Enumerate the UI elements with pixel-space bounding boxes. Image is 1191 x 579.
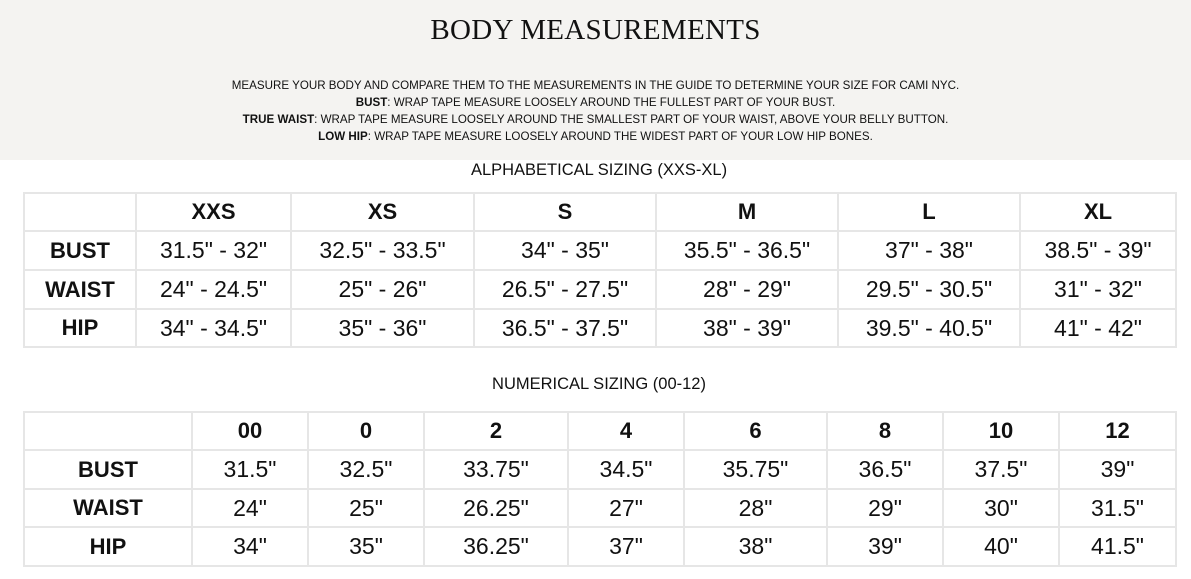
column-header: 0 xyxy=(308,412,424,450)
instruction-label: TRUE WAIST xyxy=(242,113,315,126)
column-header: XL xyxy=(1020,193,1176,231)
header-banner xyxy=(0,0,1191,160)
alphabetical-sizing-title: ALPHABETICAL SIZING (XXS-XL) xyxy=(470,161,728,179)
instruction-waist xyxy=(0,111,1191,128)
column-header: 8 xyxy=(827,412,943,450)
row-label: BUST xyxy=(24,231,136,270)
table-cell: 25" - 26" xyxy=(291,270,474,309)
table-header-row xyxy=(24,412,1176,450)
page-title: BODY MEASUREMENTS xyxy=(430,14,761,46)
column-header: 4 xyxy=(568,412,684,450)
column-header: 00 xyxy=(192,412,308,450)
row-label: BUST xyxy=(24,450,192,489)
table-row xyxy=(24,450,1176,489)
table-cell: 27" xyxy=(568,489,684,527)
table-cell: 30" xyxy=(943,489,1059,527)
column-header: 12 xyxy=(1059,412,1176,450)
table-row xyxy=(24,270,1176,309)
table-cell: 41" - 42" xyxy=(1020,309,1176,347)
table-cell: 35" - 36" xyxy=(291,309,474,347)
table-cell: 39" xyxy=(827,527,943,566)
column-header: L xyxy=(838,193,1020,231)
table-cell: 35.75" xyxy=(684,450,827,489)
table-cell: 37" xyxy=(568,527,684,566)
row-label: WAIST xyxy=(24,270,136,309)
table-cell: 39.5" - 40.5" xyxy=(838,309,1020,347)
table-cell: 37" - 38" xyxy=(838,231,1020,270)
column-header: XXS xyxy=(136,193,291,231)
table-cell: 31.5" xyxy=(192,450,308,489)
table-cell: 36.5" - 37.5" xyxy=(474,309,656,347)
table-cell: 24" - 24.5" xyxy=(136,270,291,309)
column-header: S xyxy=(474,193,656,231)
instruction-bust xyxy=(0,94,1191,111)
table-cell: 35.5" - 36.5" xyxy=(656,231,838,270)
column-header: 10 xyxy=(943,412,1059,450)
instruction-text: : WRAP TAPE MEASURE LOOSELY AROUND THE WIDEST PART OF YOUR LOW HIP BONES. xyxy=(367,130,873,143)
corner-cell xyxy=(24,412,192,450)
table-cell: 32.5" - 33.5" xyxy=(291,231,474,270)
table-cell: 34.5" xyxy=(568,450,684,489)
row-label: WAIST xyxy=(24,489,192,527)
table-cell: 34" - 34.5" xyxy=(136,309,291,347)
table-cell: 38.5" - 39" xyxy=(1020,231,1176,270)
table-cell: 31" - 32" xyxy=(1020,270,1176,309)
column-header: 2 xyxy=(424,412,568,450)
table-cell: 28" - 29" xyxy=(656,270,838,309)
table-cell: 26.25" xyxy=(424,489,568,527)
table-cell: 39" xyxy=(1059,450,1176,489)
instruction-label: BUST xyxy=(355,96,388,109)
table-cell: 28" xyxy=(684,489,827,527)
table-cell: 26.5" - 27.5" xyxy=(474,270,656,309)
table-cell: 25" xyxy=(308,489,424,527)
table-cell: 36.5" xyxy=(827,450,943,489)
instruction-hip xyxy=(0,128,1191,145)
instruction-text: : WRAP TAPE MEASURE LOOSELY AROUND THE FULLEST PART OF YOUR BUST. xyxy=(387,96,836,109)
table-cell: 34" - 35" xyxy=(474,231,656,270)
numerical-sizing-title: NUMERICAL SIZING (00-12) xyxy=(492,375,706,393)
column-header: XS xyxy=(291,193,474,231)
table-cell: 37.5" xyxy=(943,450,1059,489)
column-header: M xyxy=(656,193,838,231)
table-row xyxy=(24,231,1176,270)
table-cell: 33.75" xyxy=(424,450,568,489)
table-cell: 24" xyxy=(192,489,308,527)
table-cell: 31.5" - 32" xyxy=(136,231,291,270)
table-cell: 40" xyxy=(943,527,1059,566)
table-cell: 36.25" xyxy=(424,527,568,566)
alphabetical-size-table xyxy=(23,192,1177,348)
corner-cell xyxy=(24,193,136,231)
table-cell: 29" xyxy=(827,489,943,527)
table-header-row xyxy=(24,193,1176,231)
table-cell: 38" xyxy=(684,527,827,566)
instruction-label: LOW HIP xyxy=(318,130,368,143)
column-header: 6 xyxy=(684,412,827,450)
instruction-text: : WRAP TAPE MEASURE LOOSELY AROUND THE SMALLEST PART OF YOUR WAIST, ABOVE YOUR BELLY BUTTON. xyxy=(314,113,949,126)
table-cell: 34" xyxy=(192,527,308,566)
row-label: HIP xyxy=(24,309,136,347)
table-cell: 31.5" xyxy=(1059,489,1176,527)
row-label: HIP xyxy=(24,527,192,566)
numerical-size-table xyxy=(23,411,1177,567)
table-cell: 41.5" xyxy=(1059,527,1176,566)
table-row xyxy=(24,527,1176,566)
table-cell: 32.5" xyxy=(308,450,424,489)
table-row xyxy=(24,309,1176,347)
intro-text: MEASURE YOUR BODY AND COMPARE THEM TO THE MEASUREMENTS IN THE GUIDE TO DETERMINE YOUR SIZE FOR CAMI NYC. xyxy=(231,79,960,92)
table-cell: 38" - 39" xyxy=(656,309,838,347)
table-row xyxy=(24,489,1176,527)
measurement-instructions xyxy=(0,77,1191,145)
table-cell: 29.5" - 30.5" xyxy=(838,270,1020,309)
table-cell: 35" xyxy=(308,527,424,566)
